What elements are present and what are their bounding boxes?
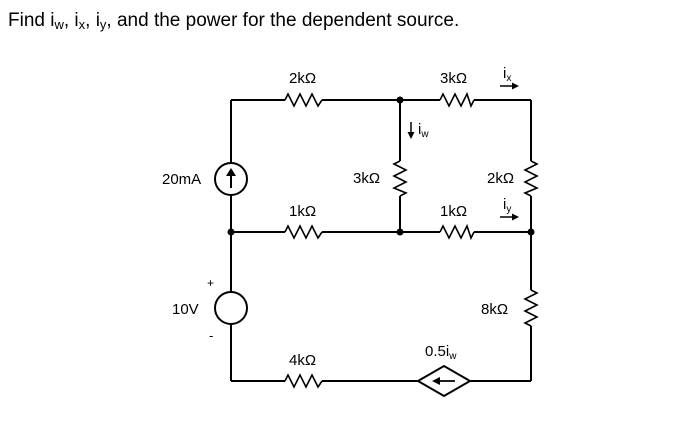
label-current-source: 20mA [162, 171, 202, 188]
resistor-bottom [285, 375, 322, 387]
resistor-mid-vertical [394, 161, 406, 196]
label-r-mid-right: 1kΩ [440, 203, 468, 220]
label-r-top-left: 2kΩ [289, 70, 317, 87]
resistor-top-left [285, 94, 322, 106]
label-r-right-lower: 8kΩ [481, 301, 509, 318]
label-iw: $i_w$ [418, 121, 429, 140]
resistor-mid-left [285, 226, 322, 238]
label-ix: $i_x$ [503, 65, 512, 84]
subscript-y: y [99, 17, 107, 32]
label-r-bottom: 4kΩ [289, 352, 317, 369]
resistor-right-lower [525, 290, 537, 326]
label-dependent-value: $0.5i_w$ [425, 343, 457, 362]
resistor-top-right [440, 94, 474, 106]
resistor-right-upper [525, 161, 537, 196]
label-plus: + [207, 276, 215, 290]
label-r-top-right: 3kΩ [440, 70, 468, 87]
question-sep1: , i [63, 10, 79, 31]
subscript-x: x [78, 17, 86, 32]
label-r-mid-left: 1kΩ [289, 203, 317, 220]
resistor-mid-right [440, 226, 474, 238]
label-r-mid-vertical: 3kΩ [353, 170, 381, 187]
question-suffix: , and the power for the dependent source. [106, 10, 460, 31]
arrow-iw [408, 122, 415, 139]
junction-dots [228, 97, 535, 236]
label-voltage-source: 10V [172, 301, 199, 318]
label-iy: $i_y$ [503, 196, 512, 215]
label-minus: - [209, 328, 214, 343]
dependent-current-source [418, 366, 470, 396]
subscript-w: w [54, 17, 64, 32]
current-source [215, 163, 247, 195]
wires [231, 100, 531, 381]
voltage-source [215, 292, 247, 324]
question-sep2: , i [85, 10, 100, 31]
question-prefix: Find i [8, 10, 55, 31]
label-r-right-upper: 2kΩ [487, 170, 515, 187]
